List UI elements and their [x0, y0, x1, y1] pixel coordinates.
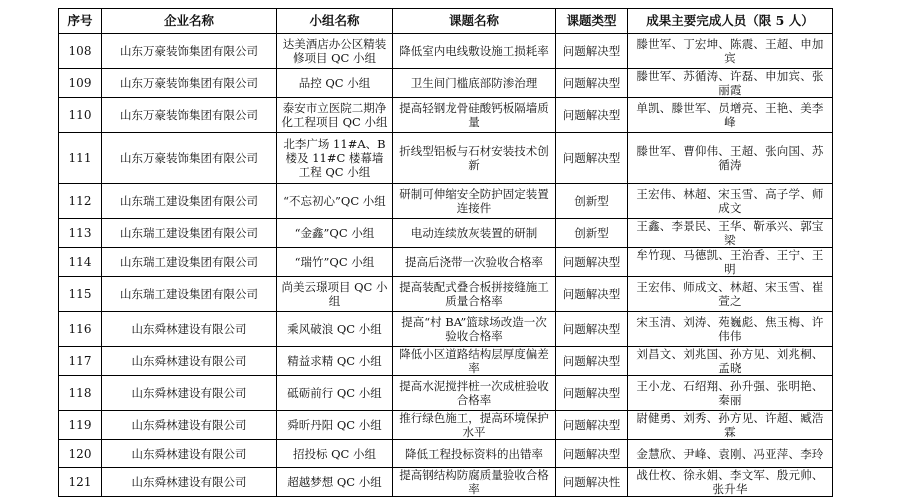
team-members: 牟竹现、马德凯、王治香、王宁、王明 [628, 248, 833, 277]
company-name: 山东万豪装饰集团有限公司 [102, 34, 277, 69]
topic-type: 问题解决型 [556, 411, 628, 440]
topic-name: 卫生间门槛底部防渗治理 [393, 69, 556, 98]
table-row [59, 277, 833, 312]
company-name: 山东舜林建设有限公司 [102, 440, 277, 468]
table-row [59, 98, 833, 133]
company-name: 山东舜林建设有限公司 [102, 376, 277, 411]
company-name: 山东瑞工建设集团有限公司 [102, 248, 277, 277]
row-number: 116 [59, 312, 102, 347]
group-name: 达美酒店办公区精装修项目 QC 小组 [277, 34, 393, 69]
table-header-row [59, 9, 833, 34]
row-number: 110 [59, 98, 102, 133]
company-name: 山东万豪装饰集团有限公司 [102, 69, 277, 98]
topic-type: 问题解决型 [556, 440, 628, 468]
group-name: “瑞竹”QC 小组 [277, 248, 393, 277]
topic-name: 降低室内电线敷设施工损耗率 [393, 34, 556, 69]
team-members: 王宏伟、师成文、林超、宋玉雪、崔萱之 [628, 277, 833, 312]
topic-type: 问题解决型 [556, 98, 628, 133]
table-row [59, 184, 833, 219]
results-table-container [58, 8, 833, 497]
header-topic: 课题名称 [393, 9, 556, 34]
topic-name: 提高装配式叠合板拼接缝施工质量合格率 [393, 277, 556, 312]
table-row [59, 69, 833, 98]
topic-type: 问题解决型 [556, 248, 628, 277]
row-number: 111 [59, 133, 102, 184]
row-number: 114 [59, 248, 102, 277]
team-members: 王宏伟、林超、宋玉雪、高子学、师成文 [628, 184, 833, 219]
results-table [58, 8, 833, 497]
team-members: 刘昌文、刘兆国、孙方见、刘兆桐、孟晓 [628, 347, 833, 376]
row-number: 115 [59, 277, 102, 312]
header-type: 课题类型 [556, 9, 628, 34]
company-name: 山东瑞工建设集团有限公司 [102, 277, 277, 312]
table-row [59, 312, 833, 347]
table-row [59, 248, 833, 277]
company-name: 山东舜林建设有限公司 [102, 312, 277, 347]
topic-name: 提高后浇带一次验收合格率 [393, 248, 556, 277]
topic-name: 提高“村 BA”篮球场改造一次验收合格率 [393, 312, 556, 347]
topic-name: 电动连续放灰装置的研制 [393, 219, 556, 248]
group-name: 泰安市立医院二期净化工程项目 QC 小组 [277, 98, 393, 133]
company-name: 山东舜林建设有限公司 [102, 347, 277, 376]
table-row [59, 34, 833, 69]
header-no: 序号 [59, 9, 102, 34]
team-members: 战仕枚、徐永娟、李文军、殷元帅、张升华 [628, 468, 833, 497]
group-name: 精益求精 QC 小组 [277, 347, 393, 376]
table-row [59, 376, 833, 411]
team-members: 滕世军、苏循涛、许磊、申加宾、张丽霞 [628, 69, 833, 98]
topic-type: 问题解决型 [556, 376, 628, 411]
topic-type: 问题解决型 [556, 69, 628, 98]
table-row [59, 411, 833, 440]
company-name: 山东舜林建设有限公司 [102, 411, 277, 440]
table-body [59, 34, 833, 497]
group-name: 品控 QC 小组 [277, 69, 393, 98]
group-name: “不忘初心”QC 小组 [277, 184, 393, 219]
topic-type: 问题解决型 [556, 34, 628, 69]
company-name: 山东万豪装饰集团有限公司 [102, 133, 277, 184]
row-number: 108 [59, 34, 102, 69]
team-members: 金慧欣、尹峰、袁刚、冯亚萍、李玲 [628, 440, 833, 468]
team-members: 滕世军、丁宏坤、陈震、王超、申加宾 [628, 34, 833, 69]
topic-name: 提高水泥搅拌桩一次成桩验收合格率 [393, 376, 556, 411]
topic-type: 问题解决型 [556, 312, 628, 347]
table-row [59, 468, 833, 497]
row-number: 117 [59, 347, 102, 376]
company-name: 山东瑞工建设集团有限公司 [102, 219, 277, 248]
row-number: 120 [59, 440, 102, 468]
topic-name: 降低工程投标资料的出错率 [393, 440, 556, 468]
topic-type: 创新型 [556, 184, 628, 219]
topic-type: 问题解决性 [556, 468, 628, 497]
table-row [59, 440, 833, 468]
group-name: 尚美云璟项目 QC 小组 [277, 277, 393, 312]
topic-type: 创新型 [556, 219, 628, 248]
header-company: 企业名称 [102, 9, 277, 34]
topic-name: 研制可伸缩安全防护固定装置连接件 [393, 184, 556, 219]
team-members: 尉健勇、刘秀、孙方见、许超、臧浩霖 [628, 411, 833, 440]
row-number: 118 [59, 376, 102, 411]
group-name: “金鑫”QC 小组 [277, 219, 393, 248]
topic-name: 推行绿色施工，提高环境保护水平 [393, 411, 556, 440]
group-name: 舜昕丹阳 QC 小组 [277, 411, 393, 440]
table-row [59, 219, 833, 248]
topic-type: 问题解决型 [556, 133, 628, 184]
group-name: 北李广场 11#A、B 楼及 11#C 楼幕墙工程 QC 小组 [277, 133, 393, 184]
team-members: 单凯、滕世军、员增亮、王艳、美李峰 [628, 98, 833, 133]
row-number: 113 [59, 219, 102, 248]
topic-name: 折线型铝板与石材安装技术创新 [393, 133, 556, 184]
header-people: 成果主要完成人员（限 5 人） [628, 9, 833, 34]
team-members: 王鑫、李景民、王华、靳承兴、郭宝梁 [628, 219, 833, 248]
team-members: 宋玉清、刘涛、苑巍彪、焦玉梅、许伟伟 [628, 312, 833, 347]
table-row [59, 347, 833, 376]
company-name: 山东瑞工建设集团有限公司 [102, 184, 277, 219]
row-number: 109 [59, 69, 102, 98]
row-number: 112 [59, 184, 102, 219]
topic-name: 提高钢结构防腐质量验收合格率 [393, 468, 556, 497]
team-members: 王小龙、石绍翔、孙升强、张明艳、秦丽 [628, 376, 833, 411]
company-name: 山东万豪装饰集团有限公司 [102, 98, 277, 133]
company-name: 山东舜林建设有限公司 [102, 468, 277, 497]
topic-name: 提高轻钢龙骨硅酸钙板隔墙质量 [393, 98, 556, 133]
group-name: 超越梦想 QC 小组 [277, 468, 393, 497]
header-group: 小组名称 [277, 9, 393, 34]
topic-type: 问题解决型 [556, 277, 628, 312]
table-row [59, 133, 833, 184]
group-name: 砥砺前行 QC 小组 [277, 376, 393, 411]
group-name: 招投标 QC 小组 [277, 440, 393, 468]
team-members: 滕世军、曹仰伟、王超、张向国、苏循涛 [628, 133, 833, 184]
row-number: 121 [59, 468, 102, 497]
row-number: 119 [59, 411, 102, 440]
group-name: 乘风破浪 QC 小组 [277, 312, 393, 347]
topic-type: 问题解决型 [556, 347, 628, 376]
topic-name: 降低小区道路结构层厚度偏差率 [393, 347, 556, 376]
